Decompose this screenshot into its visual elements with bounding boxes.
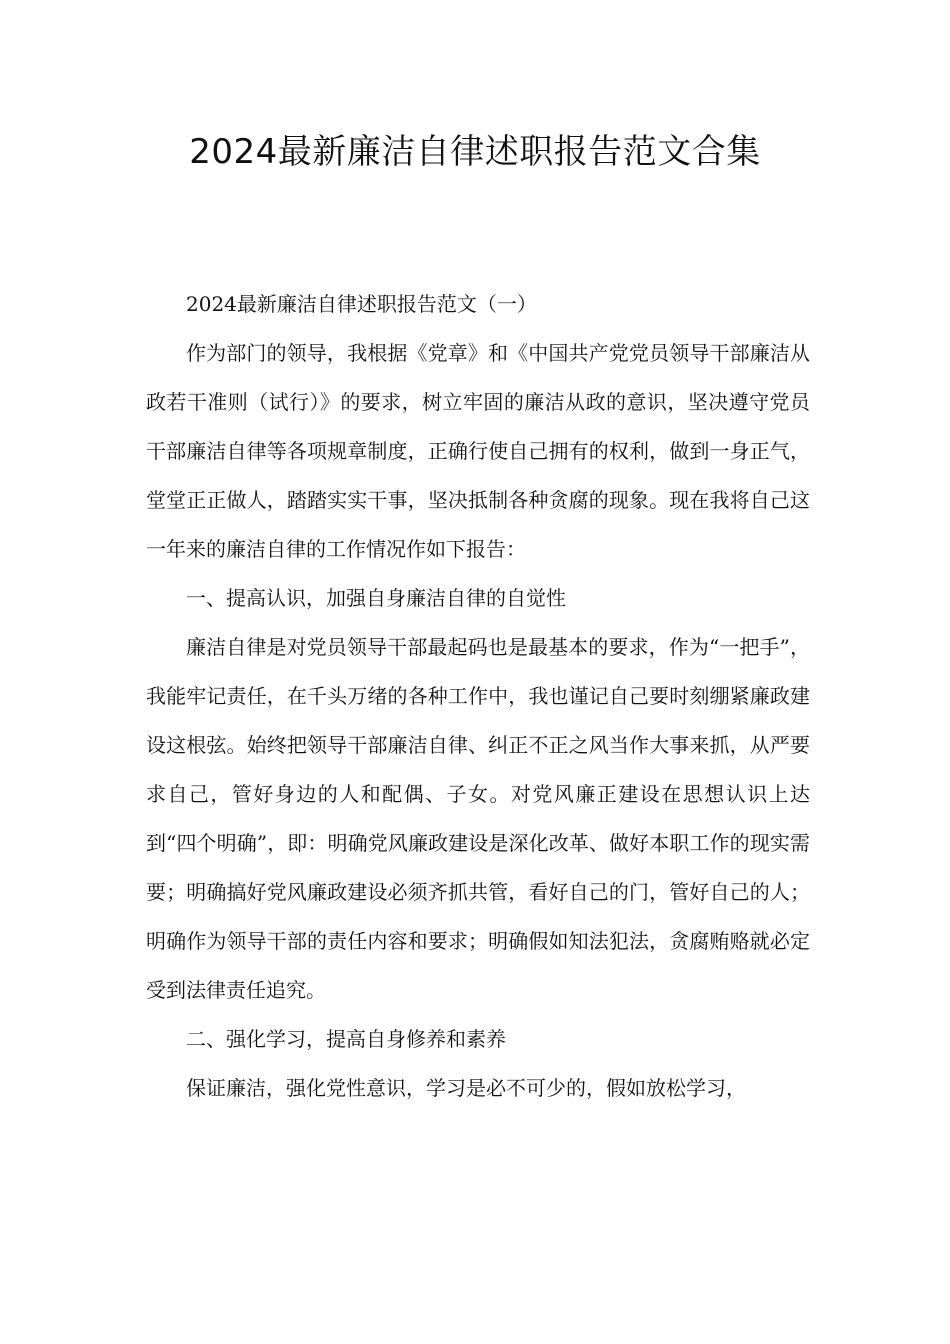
paragraph-awareness: 廉洁自律是对党员领导干部最起码也是最基本的要求，作为“一把手”，我能牢记责任，在千头万绪的各种工作中，我也谨记自己要时刻绷紧廉政建设这根弦。始终把领导干部廉洁自律、纠正不正之风当作大事来抓，从严要求自己，管好身边的人和配偶、子女。对党风廉正建设在思想认识上达到“四个明确”，即：明确党风廉政建设是深化改革、做好本职工作的现实需要；明确搞好党风廉政建设必须齐抓共管，看好自己的门，管好自己的人；明确作为领导干部的责任内容和要求；明确假如知法犯法，贪腐贿赂就必定受到法律责任追究。	[146, 635, 810, 1002]
document-title: 2024最新廉洁自律述职报告范文合集	[189, 132, 761, 172]
section-heading-one: 一、提高认识，加强自身廉洁自律的自觉性	[186, 586, 566, 610]
document-body	[146, 280, 810, 1113]
paragraph-learning: 保证廉洁，强化党性意识，学习是必不可少的，假如放松学习，	[186, 1076, 746, 1100]
section-heading-report-one: 2024最新廉洁自律述职报告范文（一）	[186, 292, 537, 316]
section-heading-two: 二、强化学习，提高自身修养和素养	[186, 1027, 506, 1051]
paragraph-intro: 作为部门的领导，我根据《党章》和《中国共产党党员领导干部廉洁从政若干准则（试行）》的要求，树立牢固的廉洁从政的意识，坚决遵守党员干部廉洁自律等各项规章制度，正确行使自己拥有的权利，做到一身正气，堂堂正正做人，踏踏实实干事，坚决抵制各种贪腐的现象。现在我将自己这一年来的廉洁自律的工作情况作如下报告：	[146, 341, 810, 561]
